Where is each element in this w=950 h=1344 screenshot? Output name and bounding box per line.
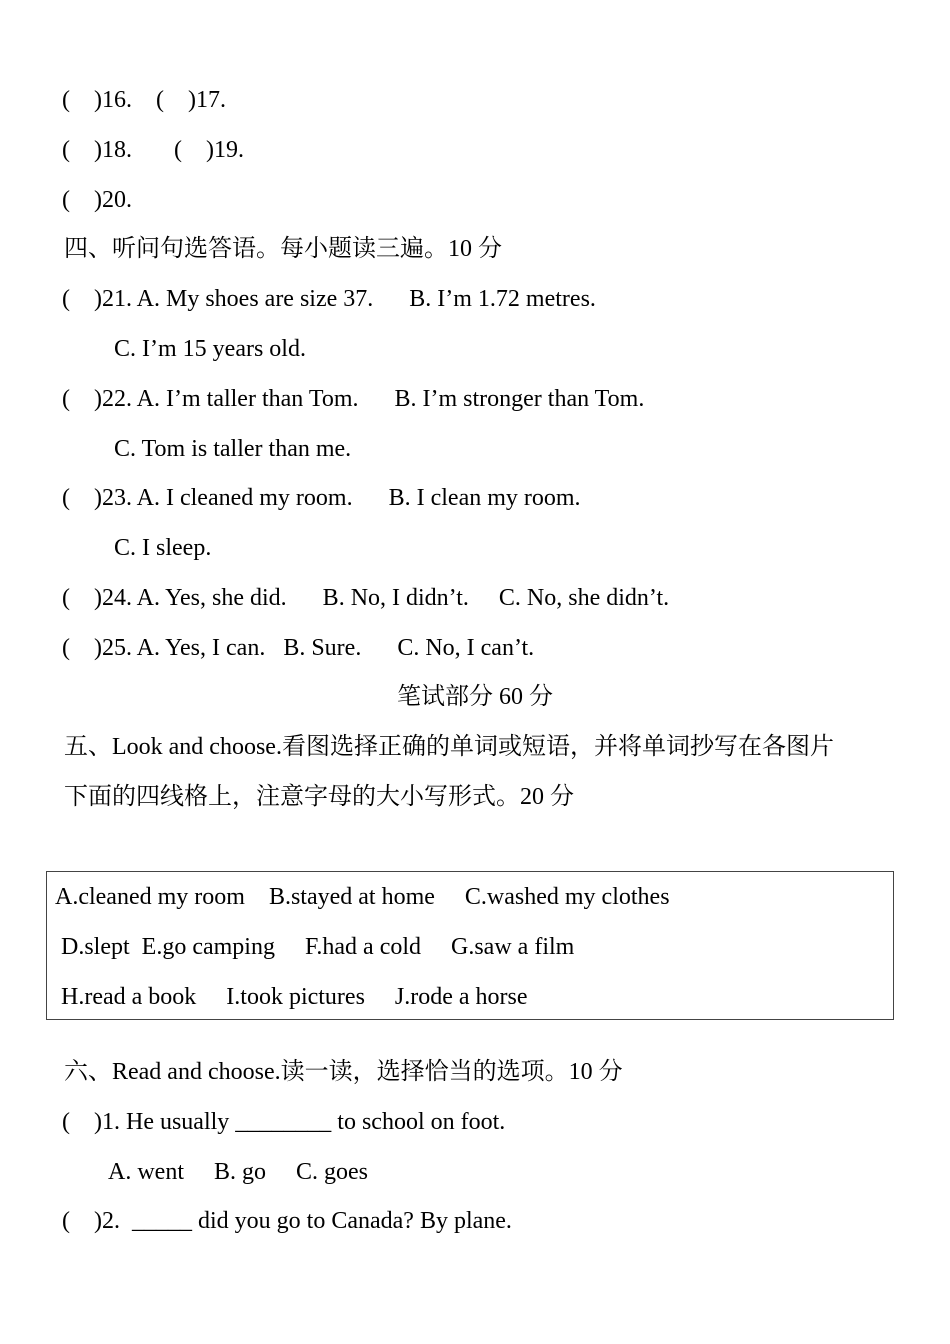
question-21: ( )21. A. My shoes are size 37. B. I’m 1.72 metres.: [62, 286, 596, 312]
word-bank-row-1: A.cleaned my room B.stayed at home C.washed my clothes: [55, 884, 670, 910]
question-23: ( )23. A. I cleaned my room. B. I clean my room.: [62, 485, 581, 511]
question-23-option-c: C. I sleep.: [114, 535, 212, 561]
question-6-1-options: A. went B. go C. goes: [108, 1159, 368, 1185]
answer-line-20: ( )20.: [62, 187, 132, 213]
question-25: ( )25. A. Yes, I can. B. Sure. C. No, I can’t.: [62, 635, 535, 661]
question-22: ( )22. A. I’m taller than Tom. B. I’m stronger than Tom.: [62, 386, 645, 412]
section4-heading: 四、听问句选答语。每小题读三遍。10 分: [64, 236, 502, 262]
answer-line-18-19: ( )18. ( )19.: [62, 137, 244, 163]
section6-heading: 六、Read and choose.读一读，选择恰当的选项。10 分: [64, 1059, 623, 1085]
word-bank-row-2: D.slept E.go camping F.had a cold G.saw a film: [61, 934, 575, 960]
question-21-option-c: C. I’m 15 years old.: [114, 336, 306, 362]
word-bank-row-3: H.read a book I.took pictures J.rode a horse: [61, 984, 528, 1010]
written-part-title: 笔试部分 60 分: [397, 684, 553, 710]
question-6-2: ( )2. _____ did you go to Canada? By plane.: [62, 1208, 512, 1234]
question-6-1: ( )1. He usually ________ to school on foot.: [62, 1109, 506, 1135]
question-24: ( )24. A. Yes, she did. B. No, I didn’t. C. No, she didn’t.: [62, 585, 670, 611]
section5-heading-line2: 下面的四线格上，注意字母的大小写形式。20 分: [64, 784, 574, 810]
section5-heading-line1: 五、Look and choose.看图选择正确的单词或短语，并将单词抄写在各图片: [64, 734, 834, 760]
answer-line-16-17: ( )16. ( )17.: [62, 87, 226, 113]
question-22-option-c: C. Tom is taller than me.: [114, 436, 352, 462]
